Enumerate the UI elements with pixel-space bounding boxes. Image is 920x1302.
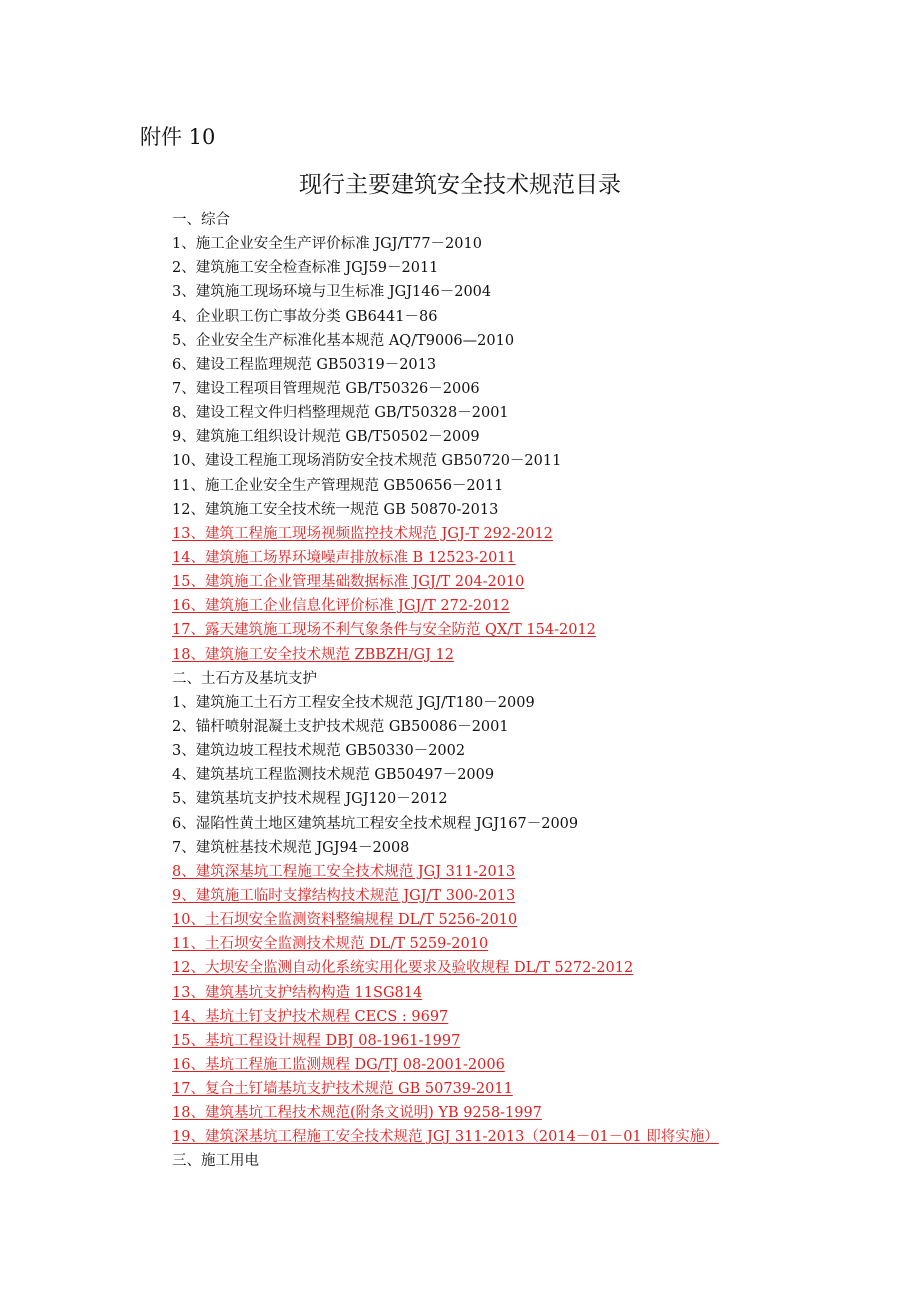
- attachment-label: 附件 10: [140, 125, 216, 149]
- list-item: [172, 280, 892, 304]
- list-item-text: 5、企业安全生产标准化基本规范 AQ/T9006—2010: [172, 332, 515, 349]
- list-item-text: 17、露天建筑施工现场不利气象条件与安全防范 QX/T 154-2012: [172, 622, 596, 639]
- list-item-text: 4、企业职工伤亡事故分类 GB6441－86: [172, 308, 438, 325]
- list-item: [172, 498, 892, 522]
- list-item-text: 18、建筑基坑工程技术规范(附条文说明) YB 9258-1997: [172, 1105, 542, 1122]
- section-heading: 二、土石方及基坑支护: [172, 670, 317, 687]
- list-item: [172, 836, 892, 860]
- list-item-text: 11、土石坝安全监测技术规范 DL/T 5259-2010: [172, 936, 489, 953]
- list-item-highlighted: [172, 1101, 892, 1125]
- list-item-text: 16、建筑施工企业信息化评价标准 JGJ/T 272-2012: [172, 598, 510, 615]
- list-item: [172, 691, 892, 715]
- list-item-text: 14、基坑土钉支护技术规程 CECS : 9697: [172, 1008, 449, 1025]
- list-item-text: 6、建设工程监理规范 GB50319－2013: [172, 356, 437, 373]
- standards-list: [172, 208, 892, 1174]
- list-item-highlighted: [172, 932, 892, 956]
- list-item-text: 15、建筑施工企业管理基础数据标准 JGJ/T 204-2010: [172, 574, 525, 591]
- list-item-text: 7、建筑桩基技术规范 JGJ94－2008: [172, 839, 410, 856]
- list-item-text: 13、建筑工程施工现场视频监控技术规范 JGJ-T 292-2012: [172, 525, 553, 542]
- list-item: [172, 256, 892, 280]
- list-item: [172, 715, 892, 739]
- list-item: [172, 474, 892, 498]
- list-item-text: 2、建筑施工安全检查标准 JGJ59－2011: [172, 260, 439, 277]
- list-item-text: 16、基坑工程施工监测规程 DG/TJ 08-2001-2006: [172, 1056, 505, 1073]
- list-item-text: 7、建设工程项目管理规范 GB/T50326－2006: [172, 380, 480, 397]
- list-item-highlighted: [172, 546, 892, 570]
- list-item-highlighted: [172, 643, 892, 667]
- list-item-highlighted: [172, 860, 892, 884]
- list-item-text: 2、锚杆喷射混凝土支护技术规范 GB50086－2001: [172, 718, 509, 735]
- list-item-text: 3、建筑边坡工程技术规范 GB50330－2002: [172, 743, 466, 760]
- page-title: 现行主要建筑安全技术规范目录: [299, 172, 621, 198]
- list-item-highlighted: [172, 981, 892, 1005]
- list-item-highlighted: [172, 1077, 892, 1101]
- list-item-highlighted: [172, 956, 892, 980]
- list-item-highlighted: [172, 884, 892, 908]
- list-item-text: 5、建筑基坑支护技术规程 JGJ120－2012: [172, 791, 448, 808]
- list-item-text: 8、建筑深基坑工程施工安全技术规范 JGJ 311-2013: [172, 863, 516, 880]
- list-item-text: 18、建筑施工安全技术规范 ZBBZH/GJ 12: [172, 646, 455, 663]
- list-item: [172, 425, 892, 449]
- list-item-text: 12、建筑施工安全技术统一规范 GB 50870-2013: [172, 501, 499, 518]
- list-item-text: 4、建筑基坑工程监测技术规范 GB50497－2009: [172, 767, 495, 784]
- list-item-highlighted: [172, 522, 892, 546]
- list-item-text: 1、施工企业安全生产评价标准 JGJ/T77－2010: [172, 236, 482, 253]
- list-item-text: 11、施工企业安全生产管理规范 GB50656－2011: [172, 477, 504, 494]
- list-item: [172, 812, 892, 836]
- list-item-highlighted: [172, 570, 892, 594]
- list-item-text: 3、建筑施工现场环境与卫生标准 JGJ146－2004: [172, 284, 492, 301]
- list-item: [172, 449, 892, 473]
- list-item-highlighted: [172, 1005, 892, 1029]
- list-item: [172, 787, 892, 811]
- list-item-text: 12、大坝安全监测自动化系统实用化要求及验收规程 DL/T 5272-2012: [172, 960, 634, 977]
- list-item-text: 15、基坑工程设计规程 DBJ 08-1961-1997: [172, 1032, 461, 1049]
- list-item-text: 6、湿陷性黄土地区建筑基坑工程安全技术规程 JGJ167－2009: [172, 815, 579, 832]
- list-item: [172, 353, 892, 377]
- section-heading: 一、综合: [172, 212, 230, 228]
- list-item: [172, 401, 892, 425]
- list-item-highlighted: [172, 618, 892, 642]
- list-item-highlighted: [172, 594, 892, 618]
- list-item: [172, 329, 892, 353]
- list-item: [172, 739, 892, 763]
- list-item: [172, 377, 892, 401]
- list-item-text: 10、建设工程施工现场消防安全技术规范 GB50720－2011: [172, 453, 562, 470]
- list-item-highlighted: [172, 1125, 892, 1149]
- list-item-text: 9、建筑施工组织设计规范 GB/T50502－2009: [172, 429, 480, 446]
- list-item-text: 13、建筑基坑支护结构构造 11SG814: [172, 984, 423, 1001]
- list-item-text: 19、建筑深基坑工程施工安全技术规范 JGJ 311-2013（2014－01－01 即将实施）: [172, 1129, 719, 1146]
- list-item-text: 17、复合土钉墙基坑支护技术规范 GB 50739-2011: [172, 1081, 513, 1098]
- list-item-text: 9、建筑施工临时支撑结构技术规范 JGJ/T 300-2013: [172, 887, 516, 904]
- list-item: [172, 232, 892, 256]
- list-item-highlighted: [172, 1029, 892, 1053]
- list-item: [172, 763, 892, 787]
- list-item-text: 10、土石坝安全监测资料整编规程 DL/T 5256-2010: [172, 912, 518, 929]
- list-item-highlighted: [172, 908, 892, 932]
- list-item-text: 14、建筑施工场界环境噪声排放标准 B 12523-2011: [172, 549, 516, 566]
- list-item-text: 1、建筑施工土石方工程安全技术规范 JGJ/T180－2009: [172, 694, 535, 711]
- section-heading: 三、施工用电: [172, 1153, 259, 1170]
- list-item-highlighted: [172, 1053, 892, 1077]
- list-item-text: 8、建设工程文件归档整理规范 GB/T50328－2001: [172, 405, 509, 422]
- list-item: [172, 305, 892, 329]
